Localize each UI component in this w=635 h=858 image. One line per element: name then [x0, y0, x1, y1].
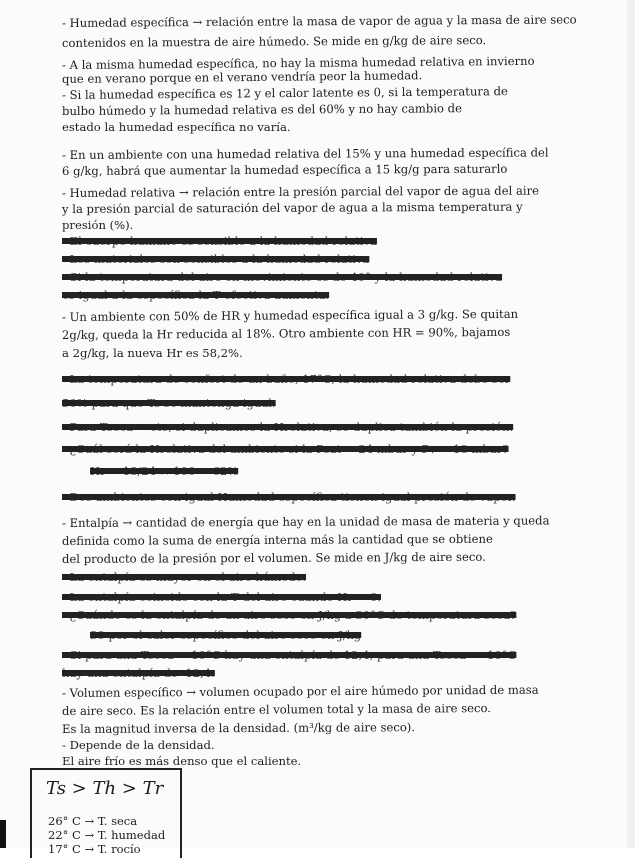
note-line-struck: Hr = 18/24 × 100 = 62% [90, 464, 239, 478]
note-line-struck: - La entalpía es mayor en el aire húmedo. [62, 570, 307, 584]
note-line: - Si la humedad específica es 12 y el calor latente es 0, si la temperatura de [61, 84, 508, 102]
note-line: de aire seco. Es la relación entre el volumen total y la masa de aire seco. [61, 701, 492, 718]
note-line-struck: - El cuerpo humano es sensible a la humedad relativa [62, 234, 377, 248]
note-line-struck: es igual a la específica la T efectiva aumenta. [62, 288, 330, 302]
note-line: - Volumen específico → volumen ocupado por el aire húmedo por unidad de masa [61, 682, 539, 700]
note-line: estado la humedad específica no varía. [62, 120, 291, 134]
note-line: definida como la suma de energía interna más la cantidad que se obtiene [61, 531, 493, 548]
note-line-struck: - La temperatura de confort de un baño, 17°C, la humedad relativa debe ser [62, 372, 511, 386]
note-line: presión (%). [62, 218, 134, 232]
note-line: El aire frío es más denso que el caliente. [62, 754, 302, 768]
note-line-struck: - Los materiales son sensibles a la humedad relativa [62, 252, 370, 266]
note-line: contenidos en la muestra de aire húmedo. Se mide en g/kg de aire seco. [61, 33, 487, 50]
note-line: - En un ambiente con una humedad relativa del 15% y una humedad específica del [61, 145, 549, 162]
note-line-struck: - Si para una Tseca = 10°C hay una entalpía de 12,4, para una Tseca = -10°C [62, 648, 517, 662]
note-line: - Depende de la densidad. [62, 738, 215, 752]
note-line-struck: - Dos ambientes con igual Humedad específica tienen igual presión de vapor. [62, 490, 516, 504]
note-line-struck: 50% para que Ts se mantenga igual. [62, 396, 276, 410]
note-line-struck: - ¿Cuándo es la entalpía de un aire seco en J/kg a 30°C de temperatura seca? [62, 608, 517, 622]
note-line: - Entalpía → cantidad de energía que hay en la unidad de masa de materia y queda [61, 513, 550, 530]
temperature-row: 22° C → T. humedad [48, 828, 166, 842]
note-line-struck: - La entalpía coincide con la T del aire cuando Hr = 0. [62, 590, 382, 604]
note-line: - Humedad relativa → relación entre la presión parcial del vapor de agua del aire [61, 183, 540, 200]
note-line: a 2g/kg, la nueva Hr es 58,2%. [62, 346, 243, 360]
note-line-struck: - Para Tseca = cte, si duplicamos la Hrelativa, se duplica también la presión. [62, 420, 514, 434]
note-line: 6 g/kg, habrá que aumentar la humedad específica a 15 kg/g para saturarlo [61, 161, 508, 178]
note-line-struck: - ¿Cuál será la Hrelativa del ambiente si la Psat = 24 mbar y Pv = 18 mbar? [62, 442, 509, 456]
note-line: Es la magnitud inversa de la densidad. (m³/kg de aire seco). [61, 720, 416, 736]
page-edge-mark [0, 820, 6, 848]
temperature-row: 26° C → T. seca [48, 814, 138, 828]
note-line-struck: 30 por el calor específico del aire seco en J/kg [90, 628, 362, 642]
note-line: - Humedad específica → relación entre la masa de vapor de agua y la masa de aire seco [61, 12, 577, 30]
note-line: y la presión parcial de saturación del vapor de agua a la misma temperatura y [61, 199, 523, 216]
note-line: - A la misma humedad específica, no hay la misma humedad relativa en invierno [61, 53, 535, 72]
note-line: bulbo húmedo y la humedad relativa es del 60% y no hay cambio de [61, 101, 462, 118]
note-line-struck: hay una entalpía de -12,4. [62, 666, 215, 680]
temperature-row: 17° C → T. rocío [48, 842, 141, 856]
note-line: - Un ambiente con 50% de HR y humedad específica igual a 3 g/kg. Se quitan [61, 306, 519, 324]
temperature-box [30, 768, 182, 858]
temperature-order-title: Ts > Th > Tr [46, 778, 164, 799]
note-line: 2g/kg, queda la Hr reducida al 18%. Otro ambiente con HR = 90%, bajamos [61, 324, 511, 342]
note-line: que en verano porque en el verano vendría peor la humedad. [61, 68, 423, 86]
note-line: del producto de la presión por el volumen. Se mide en J/kg de aire seco. [61, 549, 486, 566]
note-line-struck: - Si la temperatura del aire en movimiento es de 40° y la humedad relativa [62, 270, 503, 284]
